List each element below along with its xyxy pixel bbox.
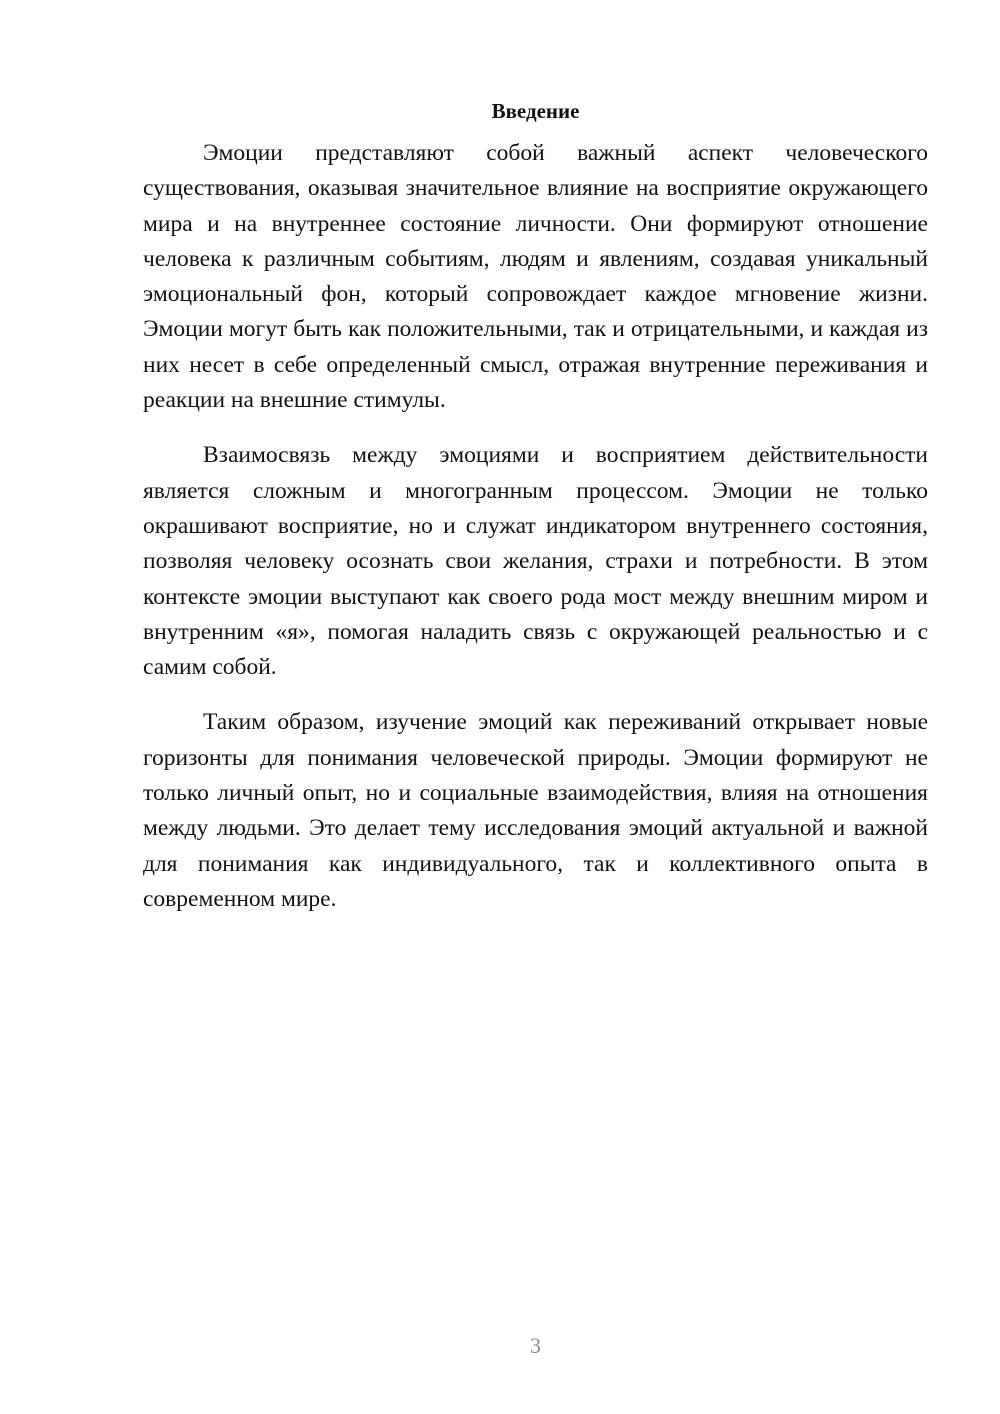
section-title: Введение [491, 99, 580, 123]
page-number: 3 [530, 1333, 541, 1358]
page-content [143, 96, 928, 917]
paragraph-2: Взаимосвязь между эмоциями и восприятием действительности является сложным и многогранным процессом. Эмоции не только окрашивают восприятие, но и служат индикатором внутреннего состояния, позволяя человеку осознать свои желания, страхи и потребности. В этом контексте эмоции выступают как своего рода мост между внешним миром и внутренним «я», помогая наладить связь с окружающей реальностью и с самим собой. [143, 442, 928, 681]
paragraph-3: Таким образом, изучение эмоций как переживаний открывает новые горизонты для понимания человеческой природы. Эмоции формируют не только личный опыт, но и социальные взаимодействия, влияя на отношения между людьми. Это делает тему исследования эмоций актуальной и важной для понимания как индивидуального, так и коллективного опыта в современном мире. [143, 709, 928, 912]
paragraph-1: Эмоции представляют собой важный аспект человеческого существования, оказывая значительное влияние на восприятие окружающего мира и на внутреннее состояние личности. Они формируют отношение человека к различным событиям, людям и явлениям, создавая уникальный эмоциональный фон, который сопровождает каждое мгновение жизни. Эмоции могут быть как положительными, так и отрицательными, и каждая из них несет в себе определенный смысл, отражая внутренние переживания и реакции на внешние стимулы. [143, 140, 928, 414]
